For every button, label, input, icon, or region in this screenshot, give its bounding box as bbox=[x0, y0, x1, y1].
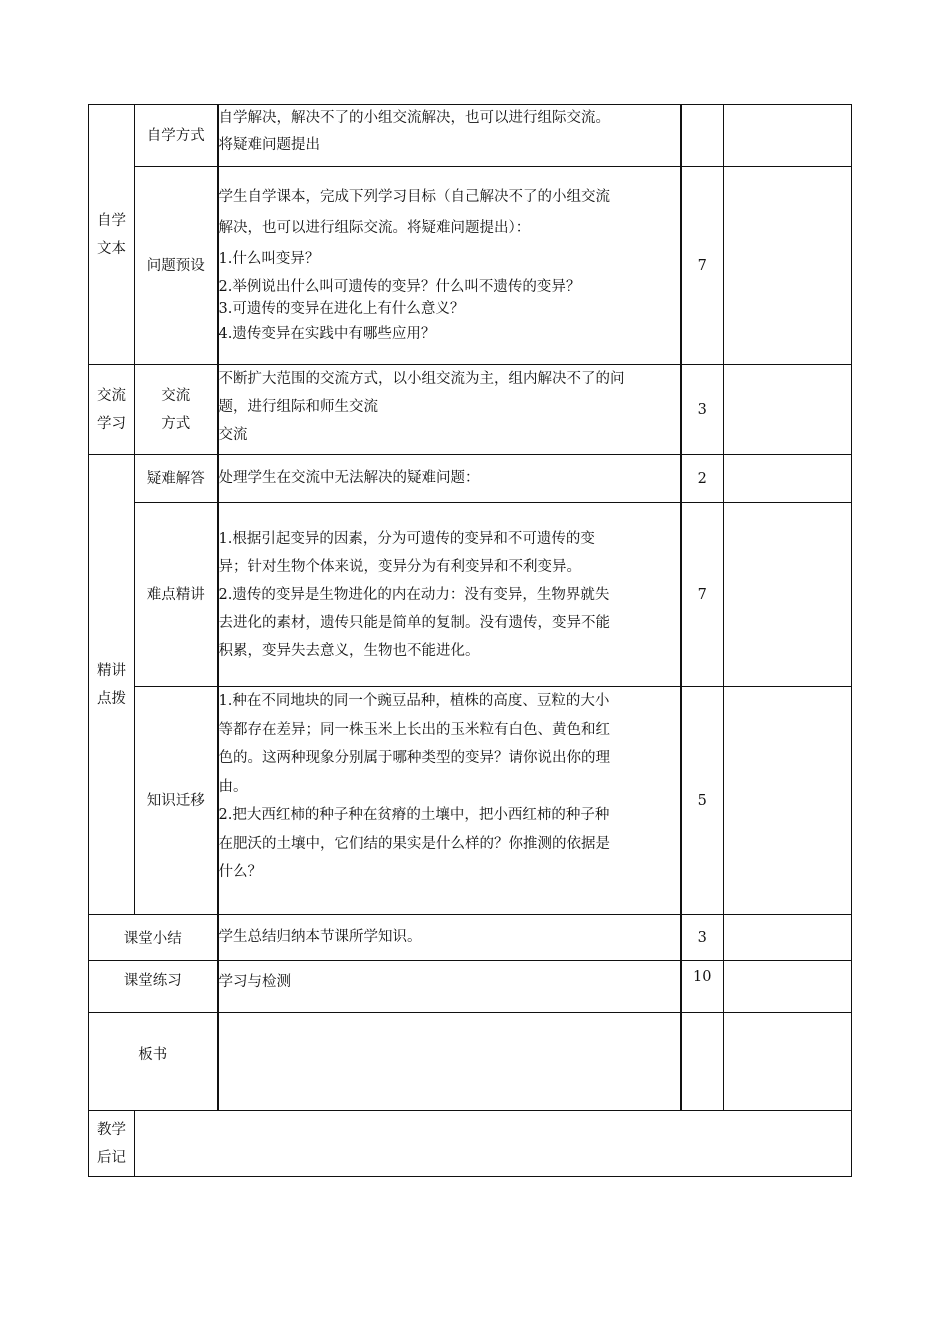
minutes-self-study-method bbox=[681, 105, 724, 167]
label-summary: 课堂小结 bbox=[89, 915, 218, 961]
section-intensive bbox=[89, 455, 135, 915]
remarks-cell bbox=[724, 1013, 852, 1111]
minutes-transfer: 5 bbox=[681, 687, 724, 915]
label-key-points: 难点精讲 bbox=[135, 503, 218, 687]
section-self-study bbox=[89, 105, 135, 365]
minutes-practice: 10 bbox=[681, 961, 724, 1013]
label-questions: 问题预设 bbox=[135, 167, 218, 365]
minutes-exchange: 3 bbox=[681, 365, 724, 455]
row-exchange bbox=[89, 365, 852, 455]
remarks-cell bbox=[724, 365, 852, 455]
content-practice: 学习与检测 bbox=[218, 961, 681, 1013]
label-transfer: 知识迁移 bbox=[135, 687, 218, 915]
content-line: 自学解决，解决不了的小组交流解决，也可以进行组际交流。 bbox=[218, 110, 610, 126]
content-line: 由。 bbox=[218, 778, 248, 795]
content-line: 学生自学课本，完成下列学习目标（自己解决不了的小组交流 bbox=[218, 188, 610, 205]
remarks-cell bbox=[724, 915, 852, 961]
content-line: 2.把大西红柿的种子种在贫瘠的土壤中，把小西红柿的种子种 bbox=[218, 807, 610, 823]
content-line: 2.举例说出什么叫可遗传的变异？什么叫不遗传的变异？ bbox=[218, 278, 581, 295]
remarks-cell bbox=[724, 503, 852, 687]
remarks-cell bbox=[724, 105, 852, 167]
section-self-study-line1: 自学 bbox=[97, 212, 126, 229]
section-exchange-line2: 学习 bbox=[97, 415, 126, 432]
section-intensive-line1: 精讲 bbox=[97, 662, 126, 679]
label-exchange-line2: 方式 bbox=[161, 415, 191, 432]
content-key-points bbox=[218, 503, 681, 687]
content-self-study-method bbox=[218, 105, 681, 167]
row-summary bbox=[89, 915, 852, 961]
row-key-points bbox=[89, 503, 852, 687]
section-intensive-line2: 点拨 bbox=[97, 690, 126, 707]
row-practice bbox=[89, 961, 852, 1013]
section-self-study-line2: 文本 bbox=[97, 240, 126, 257]
content-line: 去进化的素材，遗传只能是简单的复制。没有遗传，变异不能 bbox=[218, 614, 610, 631]
content-line: 不断扩大范围的交流方式，以小组交流为主，组内解决不了的问 bbox=[218, 371, 625, 387]
content-line: 题，进行组际和师生交流 bbox=[218, 399, 378, 415]
lesson-plan-table bbox=[88, 104, 852, 1177]
content-questions bbox=[218, 167, 681, 365]
label-self-study-method: 自学方式 bbox=[135, 105, 218, 167]
minutes-summary: 3 bbox=[681, 915, 724, 961]
label-practice: 课堂练习 bbox=[89, 961, 218, 1013]
label-reflection bbox=[89, 1111, 135, 1177]
label-board: 板书 bbox=[89, 1013, 218, 1111]
content-line: 4.遗传变异在实践中有哪些应用？ bbox=[218, 325, 436, 342]
row-transfer bbox=[89, 687, 852, 915]
label-difficult-qa: 疑难解答 bbox=[135, 455, 218, 503]
label-reflection-line2: 后记 bbox=[97, 1149, 126, 1166]
row-self-study-questions bbox=[89, 167, 852, 365]
content-line: 1.根据引起变异的因素，分为可遗传的变异和不可遗传的变 bbox=[218, 530, 595, 547]
minutes-board bbox=[681, 1013, 724, 1111]
content-line: 等都存在差异；同一株玉米上长出的玉米粒有白色、黄色和红 bbox=[218, 721, 610, 738]
label-exchange bbox=[135, 365, 218, 455]
content-exchange bbox=[218, 365, 681, 455]
remarks-cell bbox=[724, 167, 852, 365]
content-line: 处理学生在交流中无法解决的疑难问题： bbox=[218, 470, 480, 486]
content-line: 2.遗传的变异是生物进化的内在动力：没有变异，生物界就失 bbox=[218, 586, 610, 603]
minutes-key-points: 7 bbox=[681, 503, 724, 687]
minutes-questions: 7 bbox=[681, 167, 724, 365]
content-line: 将疑难问题提出 bbox=[218, 137, 320, 153]
content-line: 色的。这两种现象分别属于哪种类型的变异？请你说出你的理 bbox=[218, 750, 610, 766]
content-line: 在肥沃的土壤中，它们结的果实是什么样的？你推测的依据是 bbox=[218, 835, 610, 852]
content-line: 异；针对生物个体来说，变异分为有利变异和不利变异。 bbox=[218, 558, 581, 575]
content-line: 1.种在不同地块的同一个豌豆品种，植株的高度、豆粒的大小 bbox=[218, 693, 610, 709]
content-line: 什么？ bbox=[218, 864, 262, 880]
content-difficult-qa bbox=[218, 455, 681, 503]
section-exchange-line1: 交流 bbox=[97, 387, 126, 404]
row-board bbox=[89, 1013, 852, 1111]
content-transfer bbox=[218, 687, 681, 915]
content-line: 3.可遗传的变异在进化上有什么意义？ bbox=[218, 300, 465, 317]
row-self-study-method bbox=[89, 105, 852, 167]
section-exchange bbox=[89, 365, 135, 455]
content-line: 积累，变异失去意义，生物也不能进化。 bbox=[218, 642, 480, 659]
remarks-cell bbox=[724, 455, 852, 503]
row-reflection bbox=[89, 1111, 852, 1177]
label-reflection-line1: 教学 bbox=[97, 1121, 126, 1138]
label-exchange-line1: 交流 bbox=[161, 387, 191, 404]
content-summary: 学生总结归纳本节课所学知识。 bbox=[218, 915, 681, 961]
content-line: 交流 bbox=[218, 427, 248, 443]
content-line: 1.什么叫变异？ bbox=[218, 250, 320, 267]
content-reflection bbox=[135, 1111, 852, 1177]
content-board bbox=[218, 1013, 681, 1111]
minutes-difficult-qa: 2 bbox=[681, 455, 724, 503]
remarks-cell bbox=[724, 961, 852, 1013]
remarks-cell bbox=[724, 687, 852, 915]
row-difficult-qa bbox=[89, 455, 852, 503]
content-line: 解决，也可以进行组际交流。将疑难问题提出）： bbox=[218, 219, 531, 236]
